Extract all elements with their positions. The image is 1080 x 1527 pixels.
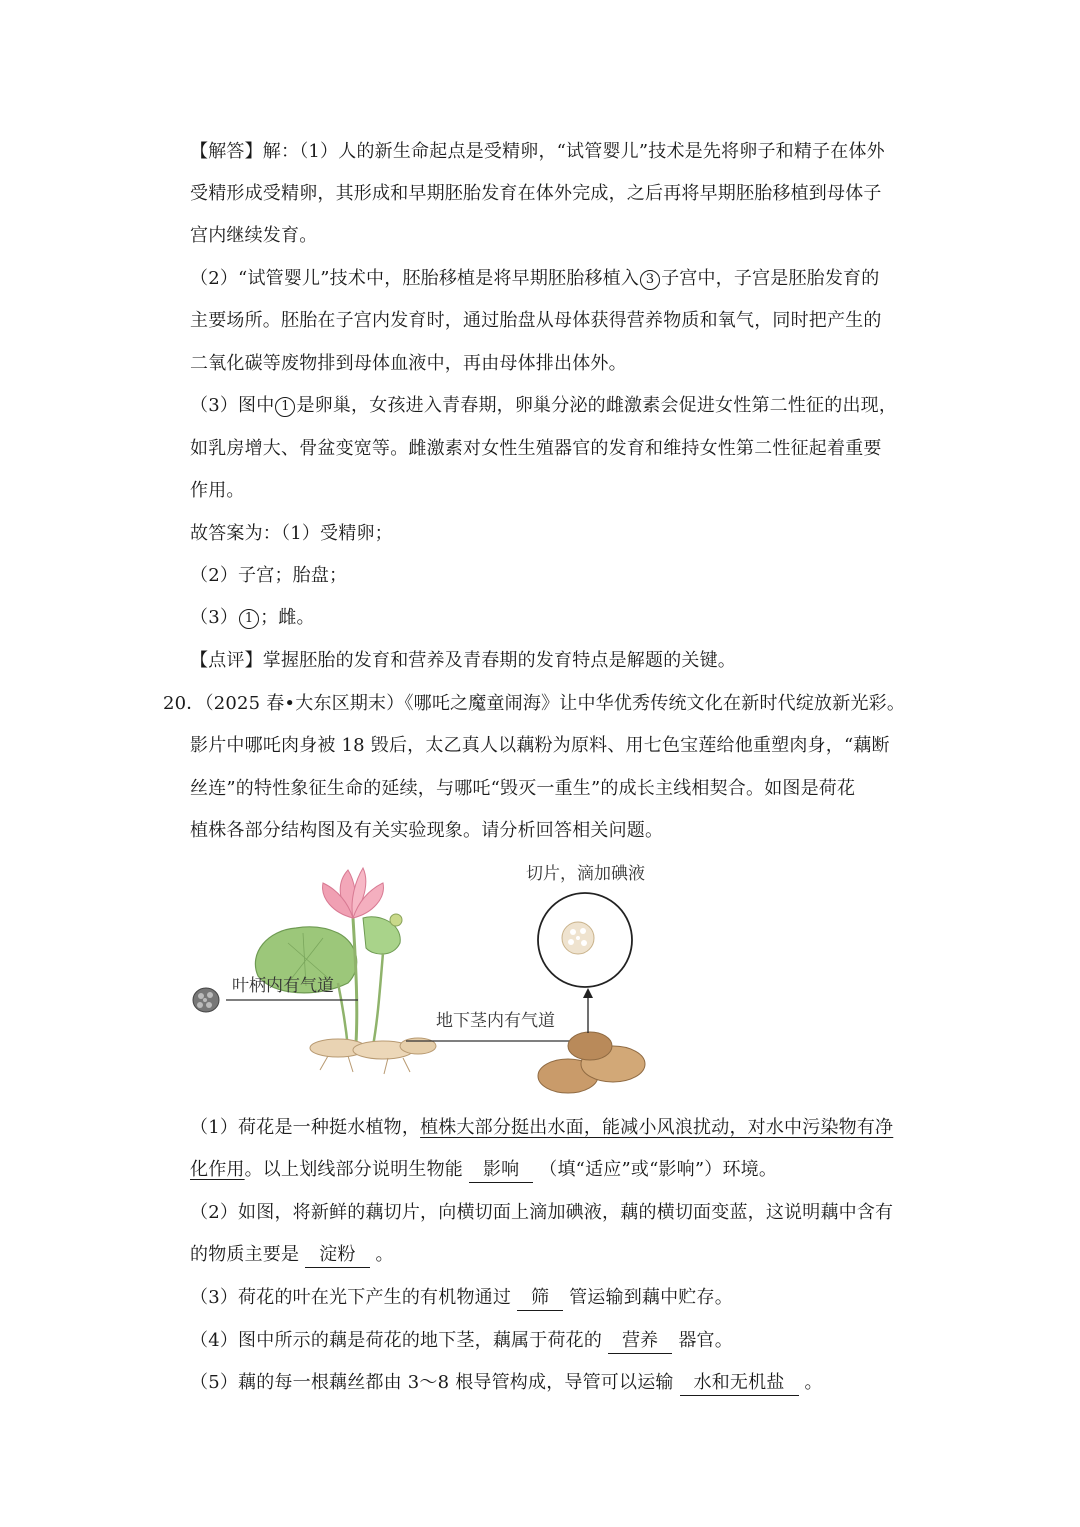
answer-blank-2: 淀粉 (305, 1244, 369, 1268)
answer-line-7-text-a: （3）图中 (190, 395, 275, 416)
answer-blank-5: 水和无机盐 (680, 1372, 799, 1396)
subquestion-1-underlined: 植株大部分挺出水面，能减小风浪扰动，对水中污染物有净 (420, 1117, 894, 1138)
subquestion-5 (190, 1371, 918, 1396)
answer-summary-3-text-b: ；雌。 (260, 607, 315, 628)
petiole-cross-section-icon (193, 988, 219, 1012)
circled-number-1: 1 (275, 397, 295, 417)
answer-line-7 (190, 394, 918, 418)
subquestion-2-text-a: 的物质主要是 (190, 1244, 300, 1265)
answer-line-7-text-b: 是卵巢，女孩进入青春期，卵巢分泌的雌激素会促进女性第二性征的出现， (296, 395, 898, 416)
subquestion-4-text-b: 器官。 (678, 1330, 733, 1351)
question-20-line-3: 丝连”的特性象征生命的延续，与哪吒“毁灭一重生”的成长主线相契合。如图是荷花 (190, 778, 856, 799)
answer-summary-3 (190, 606, 918, 630)
subquestion-2-text-b: 。 (375, 1244, 394, 1265)
answer-summary-2: （2）子宫；胎盘； (190, 565, 348, 586)
lotus-rhizome-icon (310, 1038, 436, 1074)
subquestion-2-line-2 (190, 1243, 918, 1268)
circled-number-1-summary: 1 (239, 609, 259, 629)
answer-summary-3-text-a: （3） (190, 607, 239, 628)
answer-line-2: 受精形成受精卵，其形成和早期胚胎发育在体外完成，之后再将早期胚胎移植到母体子 (190, 183, 882, 204)
subquestion-1-text-a: （1）荷花是一种挺水植物， (190, 1117, 421, 1138)
subquestion-1-text-c: （填“适应”或“影响”）环境。 (539, 1159, 778, 1180)
subquestion-1-line-2 (190, 1158, 918, 1183)
answer-blank-3: 筛 (517, 1287, 563, 1311)
subquestion-1-underlined-2: 化作用 (190, 1159, 245, 1180)
subquestion-2-line-1: （2）如图，将新鲜的藕切片，向横切面上滴加碘液，藕的横切面变蓝，这说明藕中含有 (190, 1202, 894, 1223)
figure-label-petiole: 叶柄内有气道 (232, 976, 334, 996)
answer-line-8: 如乳房增大、骨盆变宽等。雌激素对女性生殖器官的发育和维持女性第二性征起着重要 (190, 438, 882, 459)
answer-line-4-text-a: （2）“试管婴儿”技术中，胚胎移植是将早期胚胎移植入 (190, 268, 640, 289)
figure-label-underground-stem: 地下茎内有气道 (436, 1011, 555, 1031)
answer-line-9: 作用。 (190, 480, 245, 501)
subquestion-5-text-a: （5）藕的每一根藕丝都由 3～8 根导管构成，导管可以运输 (190, 1372, 674, 1393)
answer-line-3: 宫内继续发育。 (190, 225, 318, 246)
subquestion-3-text-b: 管运输到藕中贮存。 (569, 1287, 733, 1308)
iodine-test-slice-icon (538, 893, 632, 987)
question-20-line-1: 20．（2025 春•大东区期末）《哪吒之魔童闹海》让中华优秀传统文化在新时代绽放新光彩。 (163, 693, 906, 714)
answer-line-6: 二氧化碳等废物排到母体血液中，再由母体排出体外。 (190, 353, 627, 374)
subquestion-3-text-a: （3）荷花的叶在光下产生的有机物通过 (190, 1287, 512, 1308)
question-20-line-4: 植株各部分结构图及有关实验现象。请分析回答相关问题。 (190, 820, 664, 841)
lotus-flower-icon (323, 868, 402, 926)
subquestion-4-text-a: （4）图中所示的藕是荷花的地下茎，藕属于荷花的 (190, 1330, 603, 1351)
subquestion-5-text-b: 。 (804, 1372, 823, 1393)
answer-line-4 (190, 267, 918, 291)
answer-line-4-text-b: 子宫中，子宫是胚胎发育的 (661, 268, 880, 289)
subquestion-4 (190, 1329, 918, 1354)
answer-line-5: 主要场所。胚胎在子宫内发育时，通过胎盘从母体获得营养物质和氧气，同时把产生的 (190, 310, 882, 331)
answer-summary: 故答案为：（1）受精卵； (190, 523, 393, 544)
answer-blank-1: 影响 (469, 1159, 533, 1183)
subquestion-1-line-1 (190, 1116, 918, 1140)
subquestion-1-text-b: 。以上划线部分说明生物能 (244, 1159, 464, 1180)
circled-number-3: 3 (640, 270, 660, 290)
comment-line: 【点评】掌握胚胎的发育和营养及青春期的发育特点是解题的关键。 (190, 650, 736, 671)
figure-label-slice-iodine: 切片，滴加碘液 (526, 864, 645, 884)
subquestion-3 (190, 1286, 918, 1311)
question-20-line-2: 影片中哪吒肉身被 18 毁后，太乙真人以藕粉为原料、用七色宝莲给他重塑肉身，“藕断 (190, 735, 890, 756)
answer-line-1: 【解答】解：（1）人的新生命起点是受精卵，“试管婴儿”技术是先将卵子和精子在体外 (190, 141, 885, 162)
lotus-structure-figure (188, 858, 668, 1098)
answer-blank-4: 营养 (608, 1330, 672, 1354)
